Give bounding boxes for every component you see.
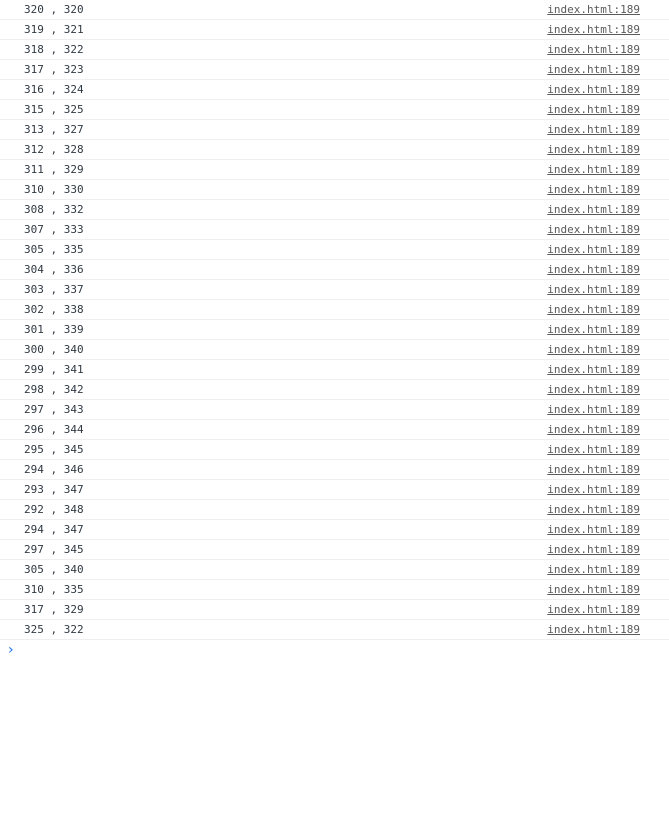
console-message-text: 295 , 345	[24, 443, 84, 456]
console-source-link[interactable]: index.html:189	[547, 63, 640, 76]
console-message-row	[0, 100, 669, 120]
console-message-text: 310 , 330	[24, 183, 84, 196]
console-source-link[interactable]: index.html:189	[547, 623, 640, 636]
console-message-row	[0, 460, 669, 480]
console-source-link[interactable]: index.html:189	[547, 103, 640, 116]
console-message-row	[0, 140, 669, 160]
console-message-row	[0, 360, 669, 380]
console-message-row	[0, 480, 669, 500]
console-message-row	[0, 260, 669, 280]
console-message-text: 302 , 338	[24, 303, 84, 316]
console-message-row	[0, 400, 669, 420]
console-message-text: 318 , 322	[24, 43, 84, 56]
console-message-text: 311 , 329	[24, 163, 84, 176]
console-message-text: 304 , 336	[24, 263, 84, 276]
console-message-row	[0, 300, 669, 320]
console-source-link[interactable]: index.html:189	[547, 3, 640, 16]
console-message-row	[0, 600, 669, 620]
console-message-row	[0, 520, 669, 540]
console-message-text: 320 , 320	[24, 3, 84, 16]
console-message-row	[0, 540, 669, 560]
console-message-row	[0, 220, 669, 240]
console-message-text: 297 , 345	[24, 543, 84, 556]
console-source-link[interactable]: index.html:189	[547, 243, 640, 256]
console-source-link[interactable]: index.html:189	[547, 403, 640, 416]
console-source-link[interactable]: index.html:189	[547, 223, 640, 236]
console-message-text: 325 , 322	[24, 623, 84, 636]
console-message-text: 308 , 332	[24, 203, 84, 216]
console-message-text: 296 , 344	[24, 423, 84, 436]
console-source-link[interactable]: index.html:189	[547, 543, 640, 556]
console-source-link[interactable]: index.html:189	[547, 163, 640, 176]
console-message-row	[0, 20, 669, 40]
console-message-text: 313 , 327	[24, 123, 84, 136]
console-message-text: 294 , 346	[24, 463, 84, 476]
console-source-link[interactable]: index.html:189	[547, 183, 640, 196]
console-source-link[interactable]: index.html:189	[547, 263, 640, 276]
console-message-row	[0, 320, 669, 340]
console-source-link[interactable]: index.html:189	[547, 43, 640, 56]
console-message-row	[0, 620, 669, 640]
console-message-text: 299 , 341	[24, 363, 84, 376]
console-source-link[interactable]: index.html:189	[547, 83, 640, 96]
console-message-row	[0, 0, 669, 20]
console-source-link[interactable]: index.html:189	[547, 23, 640, 36]
console-source-link[interactable]: index.html:189	[547, 203, 640, 216]
console-message-text: 312 , 328	[24, 143, 84, 156]
console-source-link[interactable]: index.html:189	[547, 343, 640, 356]
console-source-link[interactable]: index.html:189	[547, 603, 640, 616]
console-message-row	[0, 80, 669, 100]
console-message-row	[0, 40, 669, 60]
console-prompt[interactable]	[0, 640, 669, 660]
console-source-link[interactable]: index.html:189	[547, 423, 640, 436]
console-source-link[interactable]: index.html:189	[547, 383, 640, 396]
console-message-row	[0, 420, 669, 440]
console-message-row	[0, 200, 669, 220]
console-message-row	[0, 240, 669, 260]
console-message-text: 307 , 333	[24, 223, 84, 236]
console-source-link[interactable]: index.html:189	[547, 443, 640, 456]
console-message-text: 293 , 347	[24, 483, 84, 496]
console-message-text: 294 , 347	[24, 523, 84, 536]
console-message-row	[0, 580, 669, 600]
console-message-text: 303 , 337	[24, 283, 84, 296]
console-message-row	[0, 280, 669, 300]
console-message-row	[0, 380, 669, 400]
console-message-text: 292 , 348	[24, 503, 84, 516]
chevron-right-icon: ›	[8, 642, 14, 658]
console-message-text: 305 , 335	[24, 243, 84, 256]
console-source-link[interactable]: index.html:189	[547, 363, 640, 376]
console-source-link[interactable]: index.html:189	[547, 503, 640, 516]
console-message-text: 315 , 325	[24, 103, 84, 116]
console-source-link[interactable]: index.html:189	[547, 123, 640, 136]
console-message-row	[0, 340, 669, 360]
console-message-text: 317 , 329	[24, 603, 84, 616]
console-source-link[interactable]: index.html:189	[547, 143, 640, 156]
console-message-text: 317 , 323	[24, 63, 84, 76]
console-message-row	[0, 180, 669, 200]
console-message-row	[0, 440, 669, 460]
console-source-link[interactable]: index.html:189	[547, 483, 640, 496]
console-source-link[interactable]: index.html:189	[547, 583, 640, 596]
console-message-row	[0, 560, 669, 580]
console-message-text: 316 , 324	[24, 83, 84, 96]
console-source-link[interactable]: index.html:189	[547, 303, 640, 316]
console-message-text: 301 , 339	[24, 323, 84, 336]
console-source-link[interactable]: index.html:189	[547, 563, 640, 576]
console-message-text: 298 , 342	[24, 383, 84, 396]
console-message-text: 319 , 321	[24, 23, 84, 36]
console-message-text: 305 , 340	[24, 563, 84, 576]
console-message-row	[0, 500, 669, 520]
console-source-link[interactable]: index.html:189	[547, 523, 640, 536]
console-message-text: 300 , 340	[24, 343, 84, 356]
console-message-text: 310 , 335	[24, 583, 84, 596]
console-message-row	[0, 160, 669, 180]
console-message-text: 297 , 343	[24, 403, 84, 416]
console-source-link[interactable]: index.html:189	[547, 323, 640, 336]
console-source-link[interactable]: index.html:189	[547, 283, 640, 296]
console-message-row	[0, 60, 669, 80]
console-source-link[interactable]: index.html:189	[547, 463, 640, 476]
console-message-row	[0, 120, 669, 140]
console-input[interactable]	[24, 640, 644, 660]
